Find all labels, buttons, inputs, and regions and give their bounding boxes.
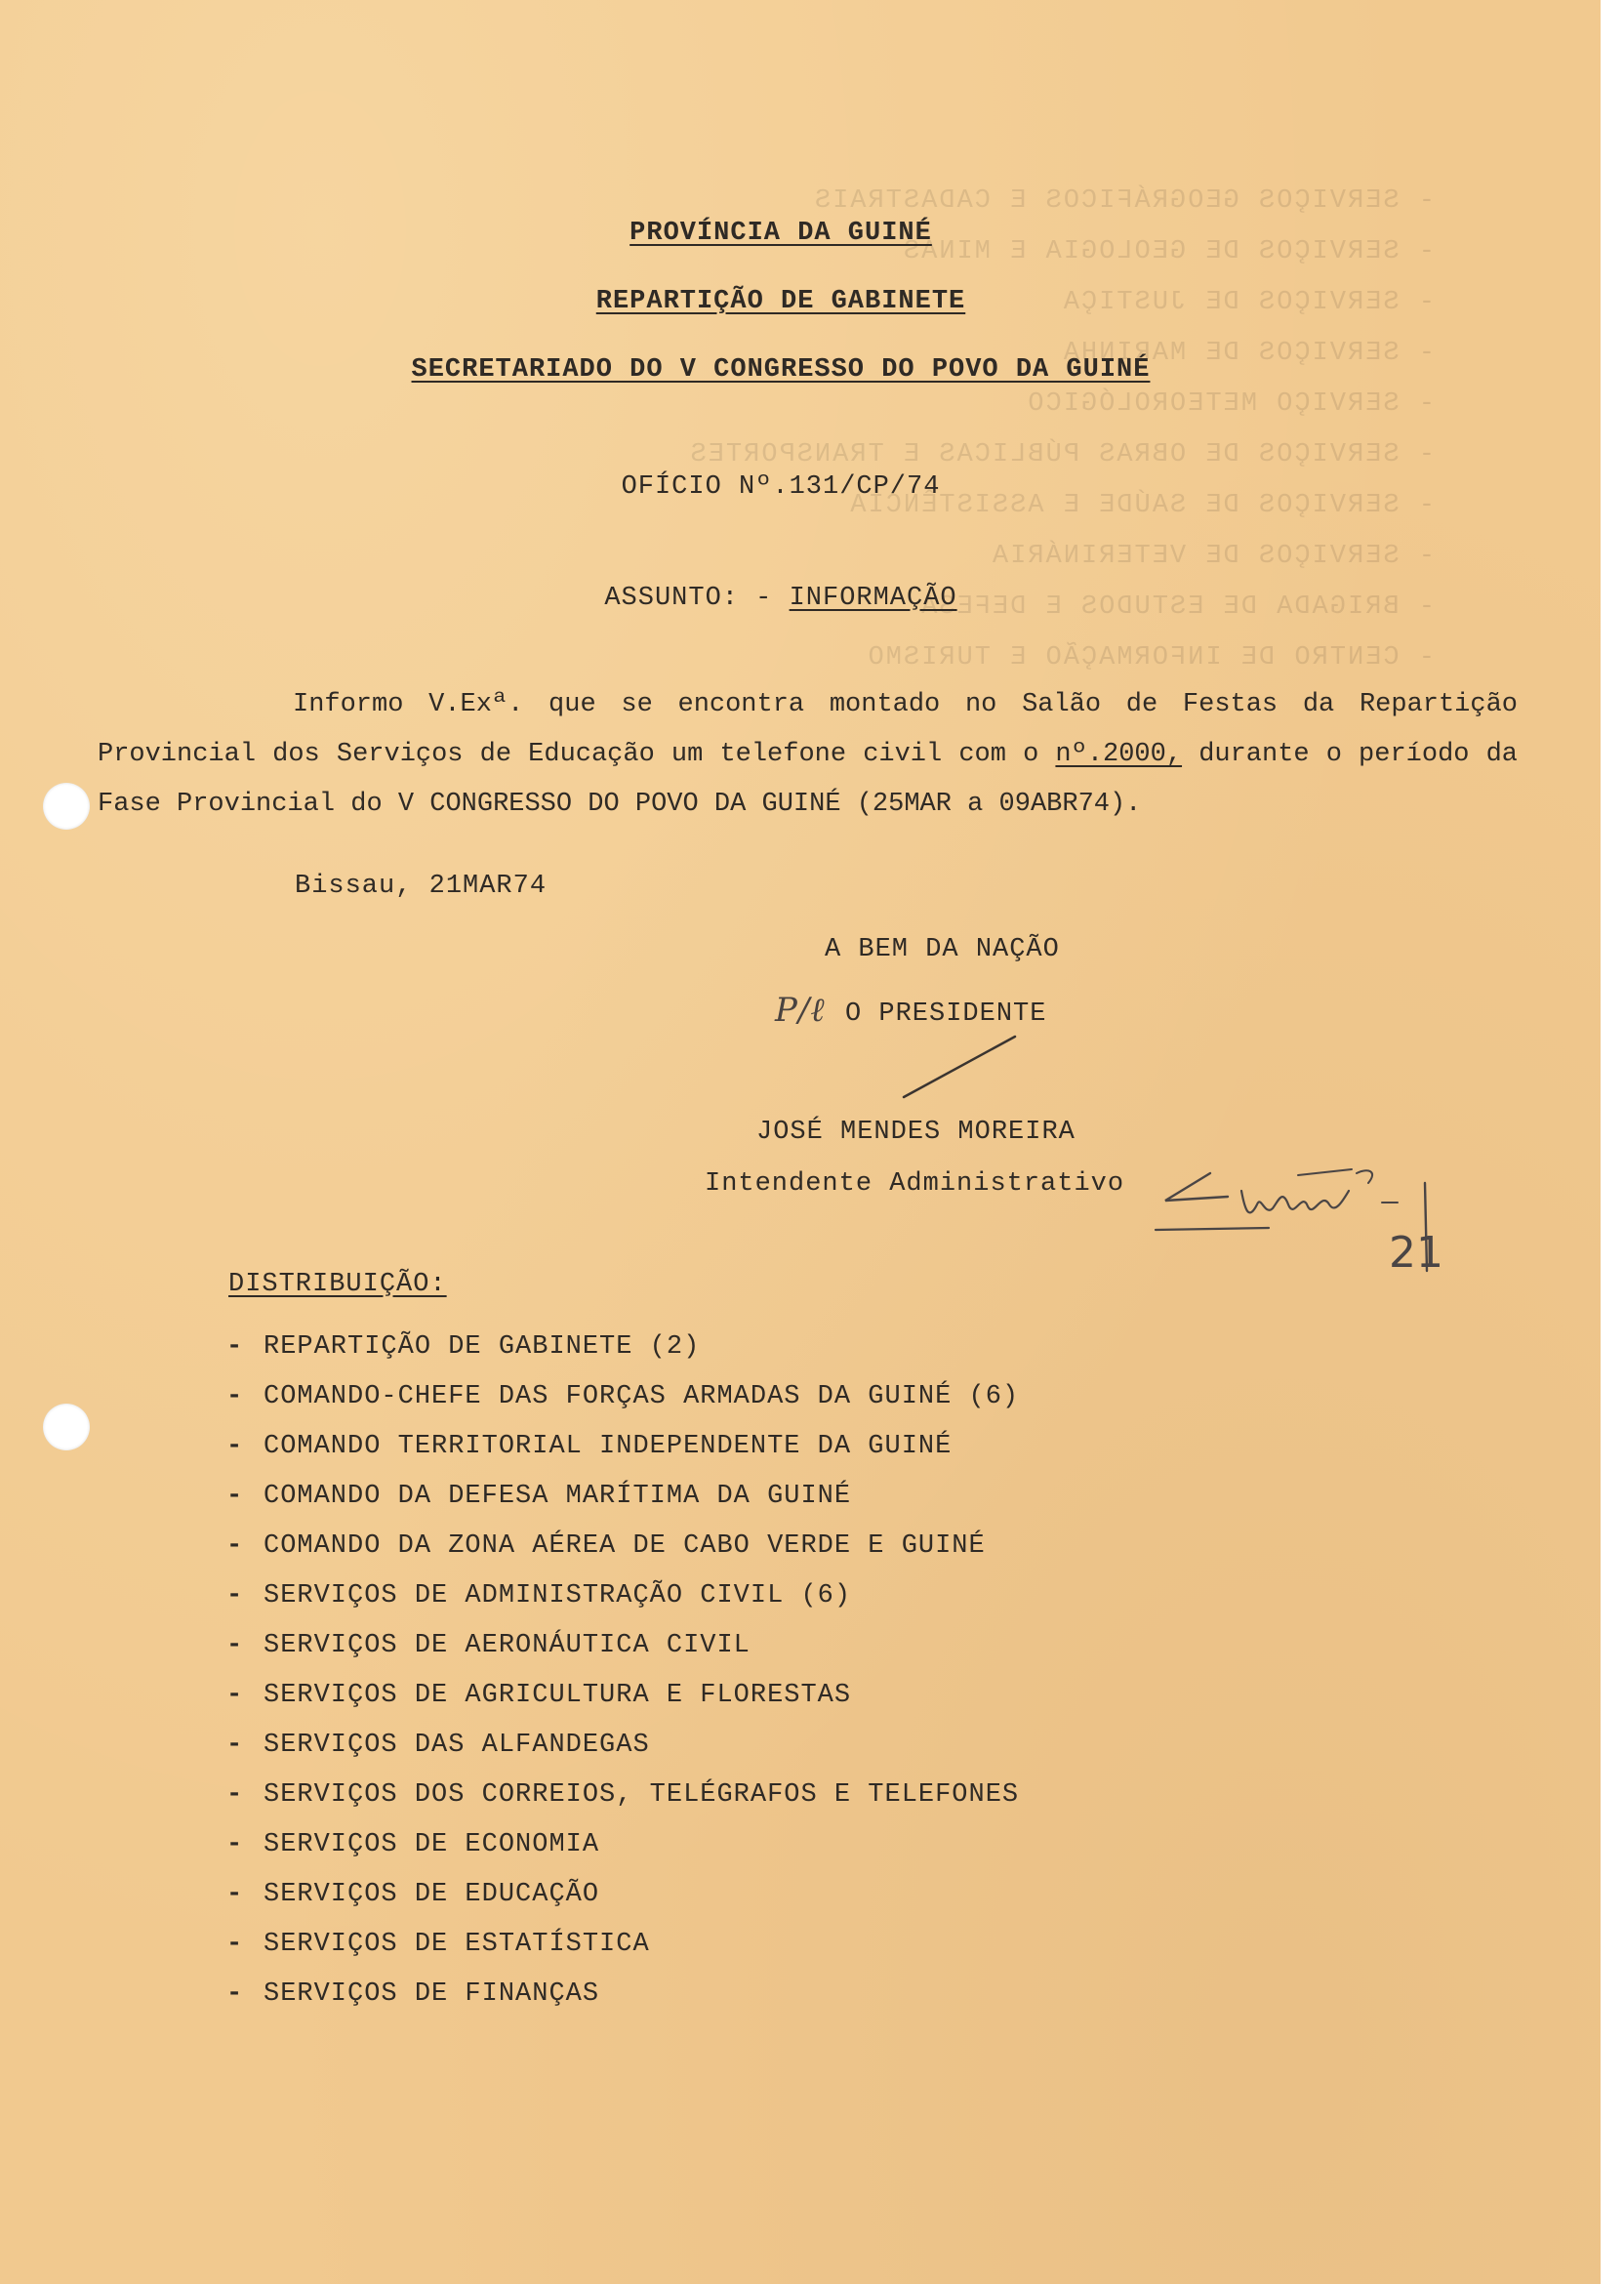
header-secretariat: SECRETARIADO DO V CONGRESSO DO POVO DA GUINÉ — [411, 355, 1151, 385]
closing-formula: A BEM DA NAÇÃO — [825, 935, 1060, 964]
body-text-part1: Informo V.Exª. que se encontra montado no Salão de Festas da Repartição Provincial dos Serviços de Educação um telefone civil com o — [98, 690, 1518, 769]
subject-value: INFORMAÇÃO — [789, 584, 957, 613]
list-item: - COMANDO DA DEFESA MARÍTIMA DA GUINÉ — [226, 1482, 852, 1511]
distribution-heading: DISTRIBUIÇÃO: — [228, 1270, 447, 1299]
list-item: - SERVIÇOS DAS ALFANDEGAS — [226, 1731, 650, 1760]
show-through-text: - SERVIÇOS GEOGRÁFICOS E CADASTRAIS - SERVIÇOS DE GEOLOGIA E MINAS - SERVIÇOS DE JUSTIÇA - SERVIÇOS DE MARINHA - SERVIÇO METEOROLÓGICO - SERVIÇOS DE OBRAS PÚBLICAS E TRANSPORTES - SERVIÇOS DE SAÚDE E ASSISTÊNCIA - SERVIÇOS DE VETERINÁRIA - BRIGADA DE ESTUDOS E DEFESA - CENTRO DE INFORMAÇÃO E TURISMO — [688, 186, 1435, 673]
header-province: PROVÍNCIA DA GUINÉ — [629, 219, 932, 248]
list-item: - REPARTIÇÃO DE GABINETE (2) — [226, 1332, 701, 1362]
body-text-part2: durante o período da Fase Provincial do V CONGRESSO DO POVO DA GUINÉ (25MAR a 09ABR74). — [98, 740, 1519, 819]
president-label: O PRESIDENTE — [845, 999, 1047, 1029]
list-item: - COMANDO TERRITORIAL INDEPENDENTE DA GUINÉ — [226, 1432, 953, 1461]
page-margin — [1601, 0, 1624, 2284]
phone-number: nº.2000, — [1055, 740, 1183, 769]
list-item: - COMANDO-CHEFE DAS FORÇAS ARMADAS DA GUINÉ (6) — [226, 1382, 1020, 1411]
subject-label: ASSUNTO: - — [604, 584, 773, 613]
list-item: - SERVIÇOS DE ESTATÍSTICA — [226, 1930, 650, 1959]
list-item: - SERVIÇOS DOS CORREIOS, TELÉGRAFOS E TELEFONES — [226, 1780, 1020, 1810]
list-item: - SERVIÇOS DE AGRICULTURA E FLORESTAS — [226, 1681, 852, 1710]
punch-hole — [43, 783, 90, 830]
signatory-name: JOSÉ MENDES MOREIRA — [756, 1118, 1076, 1147]
list-item: - SERVIÇOS DE AERONÁUTICA CIVIL — [226, 1631, 751, 1660]
pel-mark: P/ℓ — [775, 991, 826, 1030]
list-item: - SERVIÇOS DE ADMINISTRAÇÃO CIVIL (6) — [226, 1581, 852, 1611]
punch-hole — [43, 1404, 90, 1450]
subject-line — [0, 584, 1562, 613]
signature-stroke — [898, 1033, 1025, 1101]
handwritten-note: 21 — [1389, 1228, 1443, 1278]
list-item: - SERVIÇOS DE ECONOMIA — [226, 1830, 600, 1859]
list-item: - SERVIÇOS DE EDUCAÇÃO — [226, 1880, 600, 1909]
distribution-list — [226, 1323, 1019, 2019]
list-item: - SERVIÇOS DE FINANÇAS — [226, 1979, 600, 2009]
handwritten-rubric — [1152, 1162, 1503, 1288]
oficio-number: OFÍCIO Nº.131/CP/74 — [621, 472, 941, 502]
date-line: Bissau, 21MAR74 — [295, 872, 548, 901]
header-department: REPARTIÇÃO DE GABINETE — [595, 287, 966, 316]
body-paragraph — [98, 680, 1518, 830]
list-item: - COMANDO DA ZONA AÉREA DE CABO VERDE E GUINÉ — [226, 1531, 986, 1561]
signatory-title: Intendente Administrativo — [705, 1169, 1125, 1199]
